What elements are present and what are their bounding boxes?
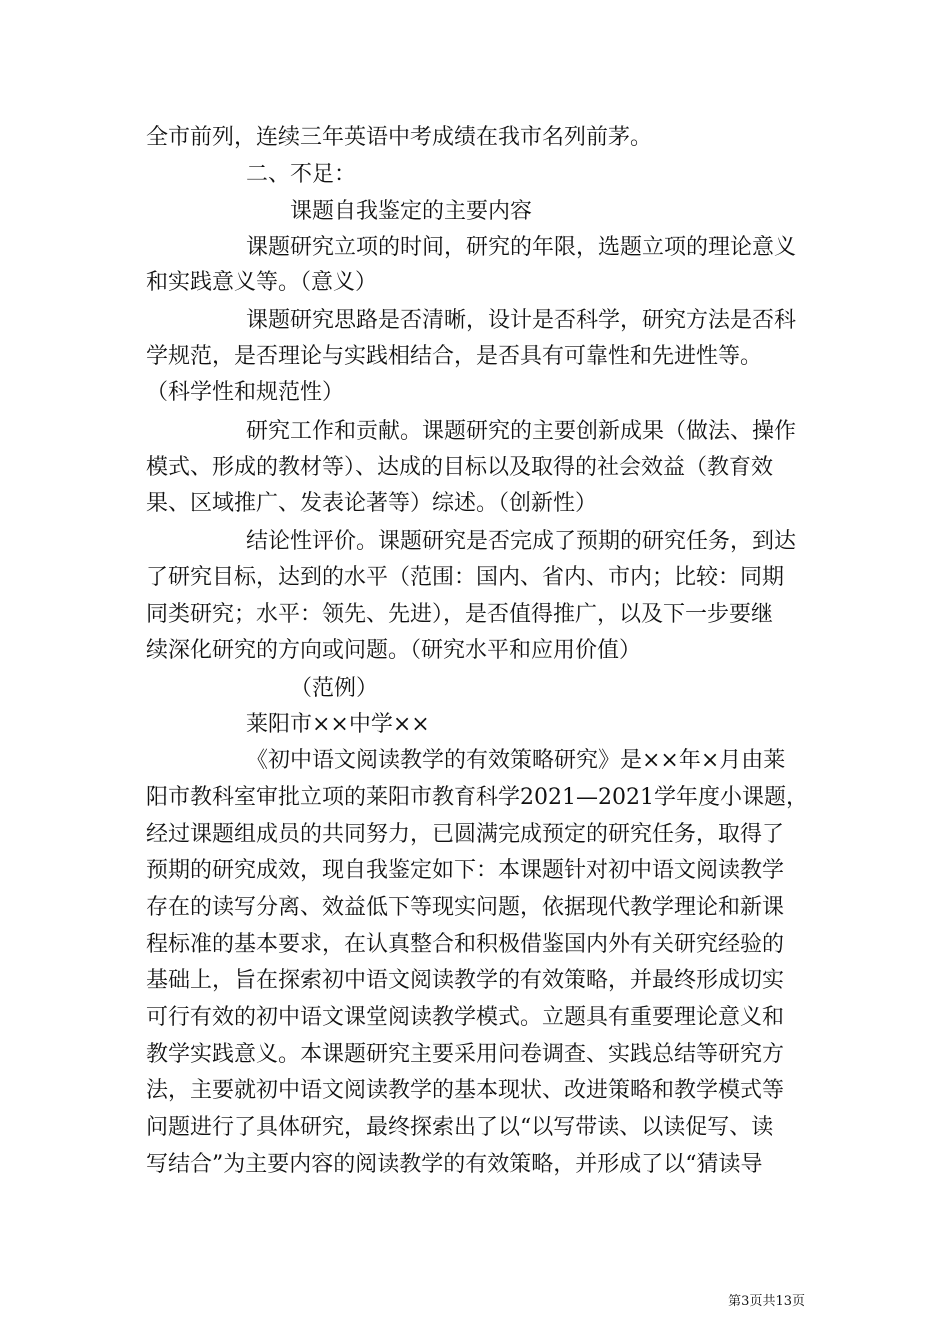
text-line: 同类研究；水平：领先、先进），是否值得推广，以及下一步要继: [146, 602, 774, 627]
text-line: 经过课题组成员的共同努力，已圆满完成预定的研究任务，取得了: [146, 822, 785, 847]
text-line: 研究工作和贡献。课题研究的主要创新成果（做法、操作: [246, 419, 797, 444]
text-line: 程标准的基本要求，在认真整合和积极借鉴国内外有关研究经验的: [146, 932, 785, 957]
text-line: 基础上，旨在探索初中语文阅读教学的有效策略，并最终形成切实: [146, 968, 785, 993]
text-line: （科学性和规范性）: [146, 380, 345, 405]
author-line: 莱阳市××中学××: [246, 712, 430, 737]
text-line: 教学实践意义。本课题研究主要采用问卷调查、实践总结等研究方: [146, 1042, 785, 1067]
page-number: 第3页共13页: [728, 1294, 805, 1309]
text-line: 问题进行了具体研究，最终探索出了以“以写带读、以读促写、读: [146, 1115, 774, 1140]
subheading: 课题自我鉴定的主要内容: [290, 199, 533, 224]
text-line: 写结合”为主要内容的阅读教学的有效策略，并形成了以“猜读导: [146, 1152, 763, 1177]
text-line: 全市前列，连续三年英语中考成绩在我市名列前茅。: [146, 125, 653, 150]
text-line: 预期的研究成效，现自我鉴定如下：本课题针对初中语文阅读教学: [146, 858, 785, 883]
text-line: 了研究目标，达到的水平（范围：国内、省内、市内；比较：同期: [146, 565, 785, 590]
text-line: 和实践意义等。（意义）: [146, 270, 378, 295]
text-line: 学规范，是否理论与实践相结合，是否具有可靠性和先进性等。: [146, 344, 763, 369]
text-line: 法，主要就初中语文阅读教学的基本现状、改进策略和教学模式等: [146, 1078, 785, 1103]
text-line: 可行有效的初中语文课堂阅读教学模式。立题具有重要理论意义和: [146, 1005, 785, 1030]
text-line: 阳市教科室审批立项的莱阳市教育科学2021—2021学年度小课题，: [146, 785, 808, 810]
text-line: 模式、形成的教材等）、达成的目标以及取得的社会效益（教育效: [146, 455, 774, 480]
text-line: 《初中语文阅读教学的有效策略研究》是××年×月由莱: [246, 748, 786, 773]
section-heading: 二、不足：: [246, 162, 357, 187]
text-line: 果、区域推广、发表论著等）综述。（创新性）: [146, 491, 598, 516]
text-line: 续深化研究的方向或问题。（研究水平和应用价值）: [146, 638, 642, 663]
text-line: 课题研究立项的时间，研究的年限，选题立项的理论意义: [246, 235, 797, 260]
text-line: 存在的读写分离、效益低下等现实问题，依据现代教学理论和新课: [146, 895, 785, 920]
text-line: 课题研究思路是否清晰，设计是否科学，研究方法是否科: [246, 308, 797, 333]
example-label: （范例）: [290, 676, 379, 701]
text-line: 结论性评价。课题研究是否完成了预期的研究任务，到达: [246, 529, 797, 554]
